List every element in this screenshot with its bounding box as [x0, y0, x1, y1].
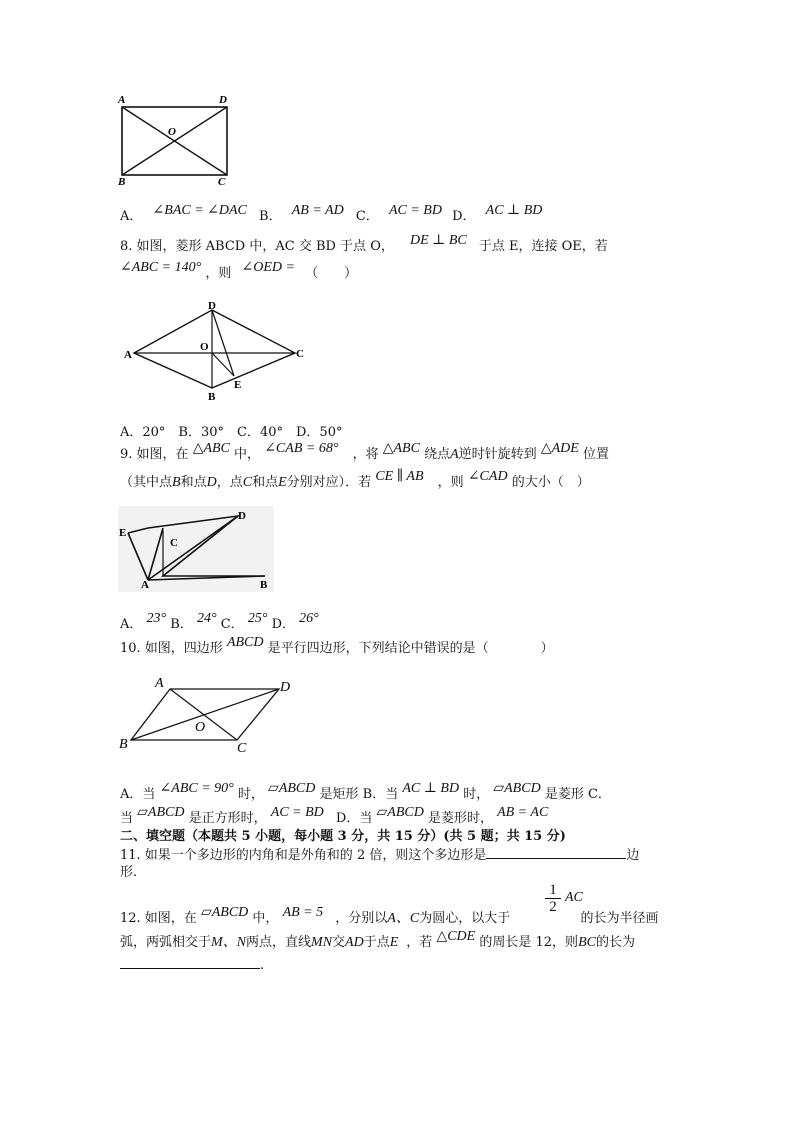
label-a: A: [124, 349, 132, 361]
label-b: B: [208, 391, 216, 403]
q9-options: [120, 611, 319, 634]
q12-fraction: [545, 882, 561, 915]
q9-text-4: 绕点: [424, 447, 451, 462]
q12-stem-line1: [120, 905, 659, 928]
q11-answer-blank[interactable]: [486, 846, 626, 859]
q7-options: [120, 203, 543, 226]
q7-option-c-letter: C．: [355, 209, 379, 224]
q9-option-d-val: 26°: [299, 611, 319, 626]
q8-expr-de-perp-bc: DE ⊥ BC: [410, 233, 467, 248]
q10-expr-ac-bd: AC = BD: [270, 805, 324, 820]
q10-options-line1: [120, 781, 611, 804]
label-e: E: [119, 527, 127, 539]
q12-text-5: 的长为半径画: [580, 911, 659, 926]
q12-text-11: 的周长是 12，则: [479, 935, 579, 950]
q9-tri-abc-2: △ABC: [382, 441, 420, 456]
label-c: C: [237, 741, 247, 756]
q9-text-9: ，点: [216, 475, 243, 490]
q9-tri-abc: △ABC: [192, 441, 230, 456]
label-c: C: [296, 348, 304, 360]
figure-rotation-triangles: [118, 506, 274, 592]
q12-point-e: E: [389, 935, 399, 950]
q9-angle-cad: ∠CAD: [467, 469, 508, 484]
q9-angle-cab: ∠CAB = 68°: [264, 441, 339, 456]
q9-option-c: C．: [220, 617, 244, 632]
q12-stem-line2: [120, 929, 635, 952]
q10-expr-para-4: ▱ABCD: [376, 805, 424, 820]
q11-stem: [120, 846, 639, 865]
q9-text-11: 分别对应）．若: [286, 475, 372, 490]
q12-points-ac: A、C: [387, 911, 420, 926]
label-c: C: [170, 537, 178, 549]
q8-expr-angle-oed: ∠OED =: [241, 260, 295, 275]
q10-text-2: 是平行四边形，下列结论中错误的是（ ）: [267, 641, 554, 656]
q8-stem-line2: [120, 260, 358, 283]
q7-option-d-letter: D．: [452, 209, 476, 224]
q7-option-b-expr: AB = AD: [291, 203, 344, 218]
q12-points-mn: M、N: [211, 935, 247, 950]
q9-text-10: 和点: [252, 475, 279, 490]
label-b: B: [260, 579, 268, 591]
q8-expr-angle-abc: ∠ABC = 140°: [120, 260, 202, 275]
q12-text-2: 中，: [252, 911, 279, 926]
q10-expr-ab-ac: AB = AC: [497, 805, 549, 820]
label-b: B: [118, 176, 126, 188]
q10-expr-perp: AC ⊥ BD: [402, 781, 460, 796]
label-o: O: [200, 341, 209, 353]
q8-options: A．20° B．30° C．40° D．50°: [120, 425, 343, 440]
q7-option-b-letter: B．: [259, 209, 282, 224]
q9-text-13: 的大小（ ）: [511, 475, 590, 490]
q10-text-10: D．当: [335, 811, 373, 826]
q10-text-11: 是菱形时，: [427, 811, 493, 826]
q8-stem-line1: [120, 233, 608, 256]
q9-stem-line2: [120, 469, 590, 492]
label-a: A: [155, 676, 164, 691]
q7-option-d-expr: AC ⊥ BD: [485, 203, 543, 218]
q10-text-7: 是菱形 C．: [544, 787, 611, 802]
label-d: D: [208, 300, 216, 312]
q12-text-4: 为圆心，以大于: [419, 911, 511, 926]
q9-text-8: 和点: [180, 475, 207, 490]
q9-text-3: ，将: [352, 447, 379, 462]
q12-tri-cde: △CDE: [436, 929, 476, 944]
q9-option-a-val: 23°: [146, 611, 167, 626]
q9-text-12: ，则: [437, 475, 464, 490]
q9-text-5: 逆时针旋转到: [458, 447, 537, 462]
q10-options-line2: [120, 805, 549, 828]
label-e: E: [234, 379, 242, 391]
q9-option-b-val: 24°: [196, 611, 217, 626]
q9-stem-line1: [120, 441, 609, 464]
label-d: D: [280, 680, 291, 695]
label-c: C: [218, 176, 226, 188]
q12-text-7: 两点，直线: [246, 935, 312, 950]
q9-tri-ade: △ADE: [540, 441, 579, 456]
q12-frac-ac: AC: [565, 890, 583, 905]
q7-option-c-expr: AC = BD: [388, 203, 442, 218]
q9-text: 9. 如图，在: [120, 447, 189, 462]
q9-text-7: （其中点: [120, 475, 173, 490]
q12-frac-num: 1: [545, 882, 561, 899]
q10-expr-para-1: ▱ABCD: [268, 781, 316, 796]
q12-answer-blank[interactable]: [120, 956, 260, 969]
figure-parallelogram-abcd: [116, 673, 301, 758]
q12-seg-ad: AD: [345, 935, 364, 950]
q8-text-3: ，则: [205, 266, 232, 281]
q12-line-mn: MN: [311, 935, 333, 950]
q12-text-9: 于点: [363, 935, 390, 950]
q12-text-12: 的长为: [595, 935, 635, 950]
q9-option-c-val: 25°: [247, 611, 268, 626]
label-d: D: [219, 94, 227, 106]
q9-option-a: A．: [120, 617, 143, 632]
q8-text: 8. 如图，菱形 ABCD 中，AC 交 BD 于点 O，: [120, 239, 394, 254]
q10-text: 10. 如图，四边形: [120, 641, 223, 656]
q12-text-8: 交: [332, 935, 346, 950]
q9-point-b: B: [172, 475, 181, 490]
q7-option-a-letter: A．: [120, 209, 143, 224]
q10-text-8: 当: [120, 811, 134, 826]
q9-text-6: 位置: [582, 447, 609, 462]
q12-text-3: ，分别以: [335, 911, 388, 926]
q12-text: 12. 如图，在: [120, 911, 197, 926]
q12-seg-bc: BC: [578, 935, 596, 950]
q10-expr-angle: ∠ABC = 90°: [159, 781, 234, 796]
label-a: A: [141, 579, 149, 591]
q12-frac-den: 2: [549, 899, 557, 915]
label-o: O: [195, 720, 206, 735]
q10-expr-para-2: ▱ABCD: [493, 781, 541, 796]
q12-expr-ab: AB = 5: [282, 905, 324, 920]
q9-point-c: C: [242, 475, 253, 490]
q10-text-9: 是正方形时，: [188, 811, 267, 826]
q11-text: 11. 如果一个多边形的内角和是外角和的 2 倍，则这个多边形是: [120, 848, 487, 863]
q10-text-3: A．当: [120, 787, 156, 802]
q9-point-d: D: [206, 475, 217, 490]
q12-text-end: .: [260, 958, 265, 973]
q9-text-2: 中，: [234, 447, 261, 462]
figure-rectangle-abcd: [112, 90, 242, 190]
figure-rhombus-abcd: [118, 300, 318, 405]
label-b: B: [119, 737, 128, 752]
q12-stem-line3: [120, 956, 264, 975]
section-2-title: 二、填空题（本题共 5 小题，每小题 3 分，共 15 分）(共 5 题；共 15 分): [120, 829, 566, 844]
q10-expr-abcd: ABCD: [226, 635, 264, 650]
q9-option-b: B．: [170, 617, 193, 632]
q9-point-e: E: [278, 475, 287, 490]
q12-text-6: 弧，两弧相交于: [120, 935, 212, 950]
q9-point-a: A: [450, 447, 459, 462]
q9-option-d: D．: [271, 617, 296, 632]
q10-text-4: 时，: [237, 787, 264, 802]
q10-expr-para-3: ▱ABCD: [137, 805, 185, 820]
q7-option-a-expr: ∠BAC = ∠DAC: [152, 203, 247, 218]
label-o: O: [168, 126, 176, 138]
label-a: A: [118, 94, 126, 106]
q8-answer-paren: （ ）: [305, 266, 358, 281]
q12-text-10: ，若: [406, 935, 433, 950]
label-d: D: [238, 510, 246, 522]
q10-text-5: 是矩形 B．当: [319, 787, 399, 802]
q11-stem-line2: 形.: [120, 865, 138, 880]
q10-stem: [120, 635, 554, 658]
q12-expr-para: ▱ABCD: [200, 905, 249, 920]
q11-text-end: 边: [626, 848, 640, 863]
q10-text-6: 时，: [463, 787, 490, 802]
q9-expr-ce-parallel-ab: CE ∥ AB: [375, 469, 424, 484]
q8-text-2: 于点 E，连接 OE，若: [478, 239, 608, 254]
